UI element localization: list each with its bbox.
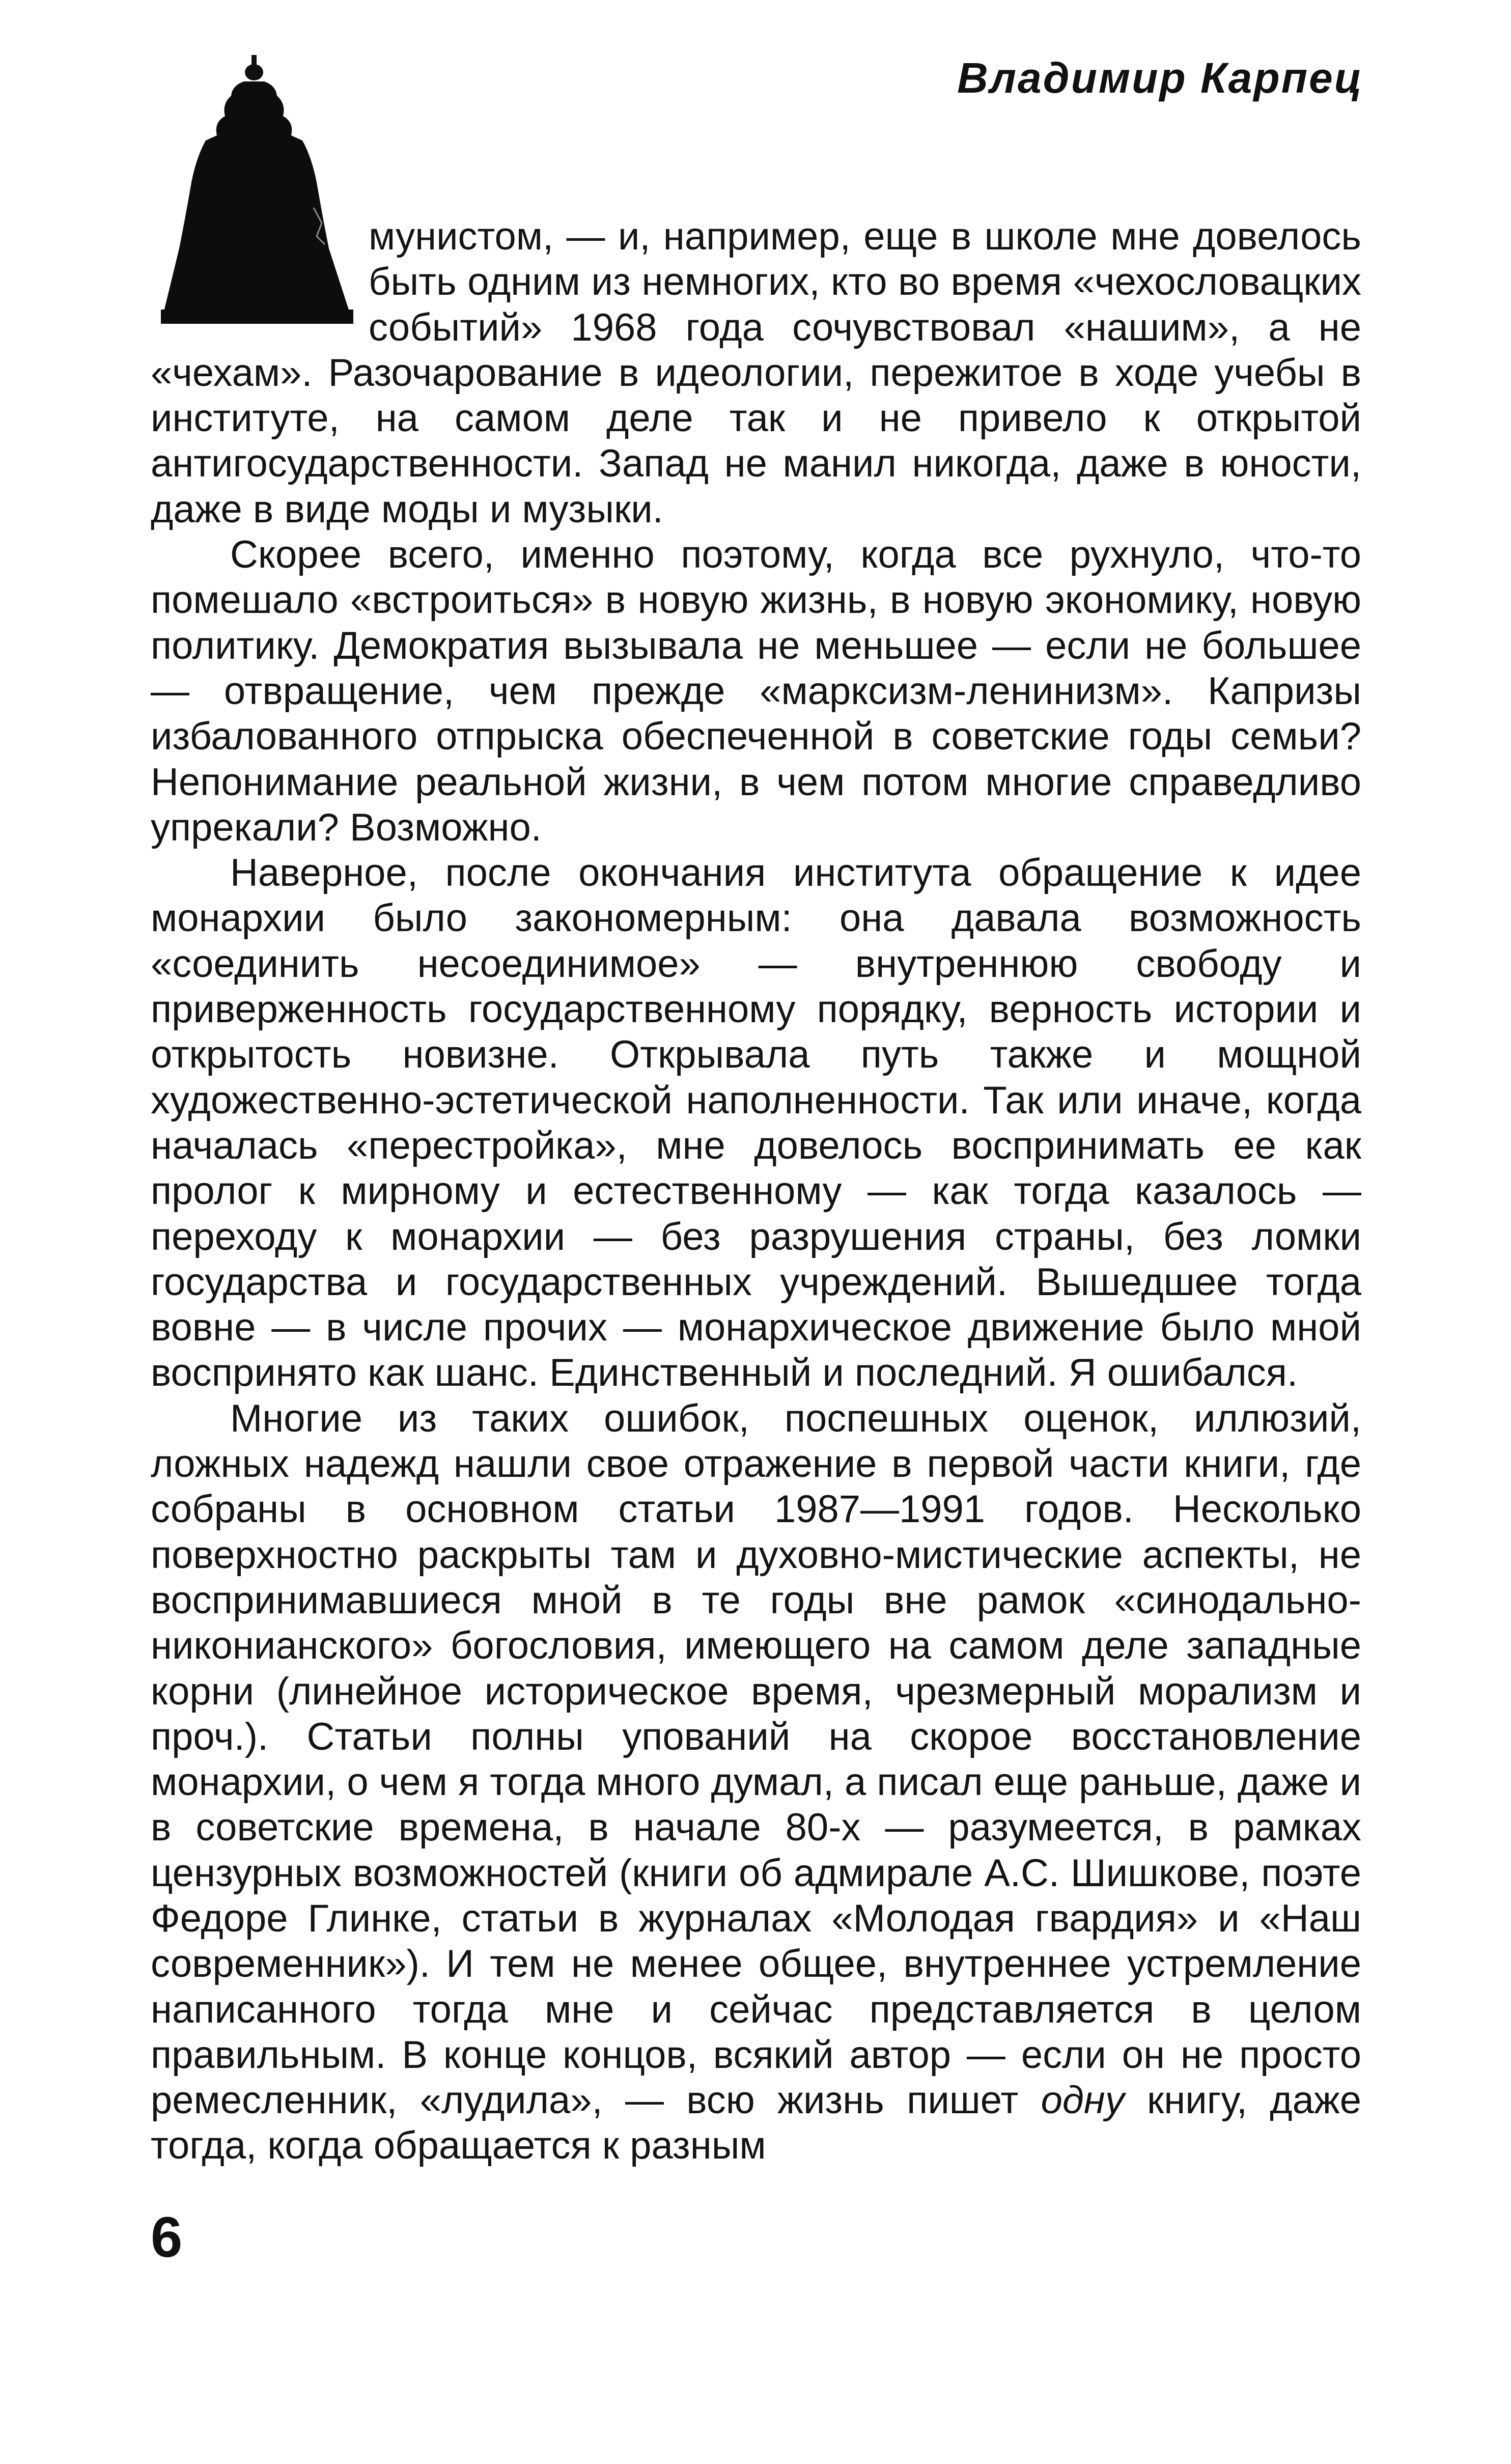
running-head-author: Владимир Карпец [957,54,1363,102]
paragraph-4-tail: книгу, даже тогда, когда обращается к разным [151,2079,1362,2168]
paragraph-1: мунистом, — и, например, еще в школе мне довелось быть одним из немногих, кто во время «чехословацких событий» 1968 года сочувствовал «нашим», а не «чехам». Разочарование в идеологии, пережитое в ходе учебы в институте, на самом деле так и не привело к открытой антигосударственности. Запад не манил никогда, даже в юности, даже в виде моды и музыки. [151,215,1361,531]
paragraph-4-emphasis: одну [1041,2079,1125,2122]
drop-cap-spacer [151,209,369,345]
body-text [151,214,1361,2169]
paragraph-4 [151,1396,1361,2169]
paragraph-4-text: Многие из таких ошибок, поспешных оценок, иллюзий, ложных надежд нашли свое отражение в первой части книги, где собраны в основном статьи 1987—1991 годов. Несколько поверхностно раскрыты там и духовно-мистические аспекты, не воспринимавшиеся мной в те годы вне рамок «синодально-никонианского» богословия, имеющего на самом деле западные корни (линейное историческое время, чрезмерный морализм и проч.). Статьи полны упований на скорое восстановление монархии, о чем я тогда много думал, а писал еще раньше, даже и в советские времена, в начале 80-х — разумеется, в рамках цензурных возможностей (книги об адмирале А.С. Шишкове, поэте Федоре Глинке, статьи в журналах «Молодая гвардия» и «Наш современник»). И тем не менее общее, внутреннее устремление написанного тогда мне и сейчас представляется в целом правильным. В конце концов, всякий автор — если он не просто ремесленник, «лудила», — всю жизнь пишет [151,1396,1361,2122]
page-number: 6 [151,2205,183,2269]
paragraph-3: Наверное, после окончания института обращение к идее монархии было закономерным: она давала возможность «соединить несоединимое» — внутреннюю свободу и приверженность государственному порядку, верность истории и открытость новизне. Открывала путь также и мощной художественно-эстетической наполненности. Так или иначе, когда началась «перестройка», мне довелось воспринимать ее как пролог к мирному и естественному — как тогда казалось — переходу к монархии — без разрушения страны, без ломки государства и государственных учреждений. Вышедшее тогда вовне — в числе прочих — монархическое движение было мной воспринято как шанс. Единственный и последний. Я ошибался. [151,851,1361,1395]
paragraph-2: Скорее всего, именно поэтому, когда все рухнуло, что-то помешало «встроиться» в новую жизнь, в новую экономику, новую политику. Демократия вызывала не меньшее — если не большее — отвращение, чем прежде «марксизм-ленинизм». Капризы избалованного отпрыска обеспеченной в советские годы семьи? Непонимание реальной жизни, в чем потом многие справедливо упрекали? Возможно. [151,533,1361,849]
